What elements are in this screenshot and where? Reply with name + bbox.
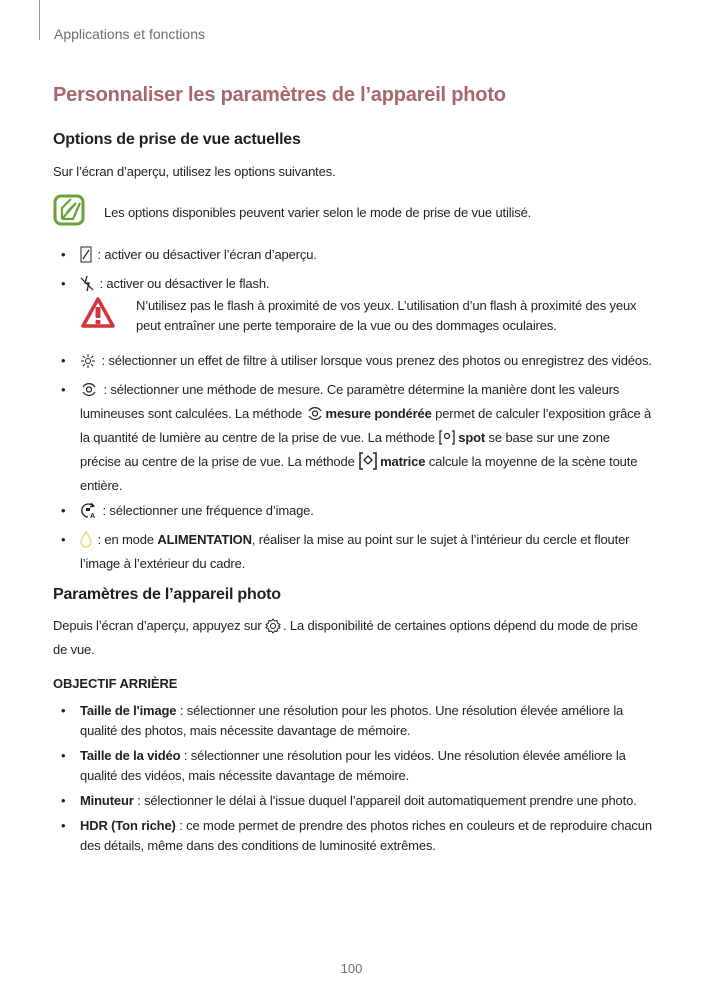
options-list-top xyxy=(53,245,653,303)
note-text: Les options disponibles peuvent varier selon le mode de prise de vue utilisé. xyxy=(104,205,532,220)
options-list-bottom xyxy=(53,351,653,579)
rear-lens-subheading: OBJECTIF ARRIÈRE xyxy=(53,676,178,691)
frame-rate-icon xyxy=(80,502,97,525)
list-item: • HDR (Ton riche) : ce mode permet de prendre des photos riches en couleurs et de reproduire chacun des détails, même dans des conditions de luminosité extrêmes. xyxy=(61,818,652,853)
list-item: • : activer ou désactiver l’écran d’aperçu. xyxy=(53,245,653,269)
svg-text:A: A xyxy=(90,513,95,519)
section-heading-settings: Paramètres de l’appareil photo xyxy=(53,586,281,603)
page-title: Personnaliser les paramètres de l’appareil photo xyxy=(53,84,506,106)
page-number: 100 xyxy=(340,961,363,976)
section-intro-settings: Depuis l’écran d’aperçu, appuyez sur . La disponibilité de certaines options dépend du mode de prise de vue. xyxy=(53,618,638,657)
section-intro-options: Sur l’écran d’aperçu, utilisez les options suivantes. xyxy=(53,164,336,179)
list-item: • : sélectionner un effet de filtre à utiliser lorsque vous prenez des photos ou enregistrez des vidéos. xyxy=(53,351,653,375)
list-item: • : sélectionner une méthode de mesure. Ce paramètre détermine la manière dont les valeurs lumineuses sont calculées. La méthode mesure pondérée permet de calculer l’exposition grâce à la quantité de lumière au centre de la prise de vue. La méthode spot se base sur une zone précise au centre de la prise de vue. La méthode matrice calcule la moyenne de la scène toute entière. xyxy=(61,382,652,493)
preview-screen-icon xyxy=(80,246,92,269)
warning-text: N’utilisez pas le flash à proximité de vos yeux. L’utilisation d’un flash à proximité des yeux peut entraîner une perte temporaire de la vue ou des dommages oculaires. xyxy=(136,298,637,333)
metering-icon xyxy=(80,381,98,404)
list-item: • Taille de la vidéo : sélectionner une résolution pour les vidéos. Une résolution élevée améliore la qualité des vidéos, mais nécessite davantage de mémoire. xyxy=(61,748,626,783)
list-item: • : activer ou désactiver le flash. xyxy=(53,274,653,298)
note-callout xyxy=(53,194,531,231)
settings-gear-icon xyxy=(265,618,281,640)
settings-list xyxy=(53,701,653,861)
header-rule xyxy=(39,0,40,40)
warning-icon xyxy=(80,296,116,336)
warning-callout xyxy=(80,296,656,336)
spot-metering-icon xyxy=(438,429,456,452)
running-header: Applications et fonctions xyxy=(54,26,205,42)
matrix-metering-icon xyxy=(358,452,378,476)
section-heading-options: Options de prise de vue actuelles xyxy=(53,131,301,148)
centre-weighted-icon xyxy=(306,405,324,428)
list-item: • A : sélectionner une fréquence d’image. xyxy=(53,501,653,525)
note-pencil-icon xyxy=(53,194,85,231)
list-item: • Taille de l'image : sélectionner une résolution pour les photos. Une résolution élevée améliore la qualité des photos, mais nécessite davantage de mémoire. xyxy=(61,703,624,738)
filter-icon xyxy=(80,353,96,375)
focus-drop-icon xyxy=(80,531,92,554)
list-item: • Minuteur : sélectionner le délai à l’issue duquel l’appareil doit automatiquement prendre une photo. xyxy=(61,793,637,808)
flash-off-icon xyxy=(80,275,94,298)
list-item: • : en mode ALIMENTATION, réaliser la mise au point sur le sujet à l’intérieur du cercle et flouter l’image à l’extérieur du cadre. xyxy=(61,532,630,571)
